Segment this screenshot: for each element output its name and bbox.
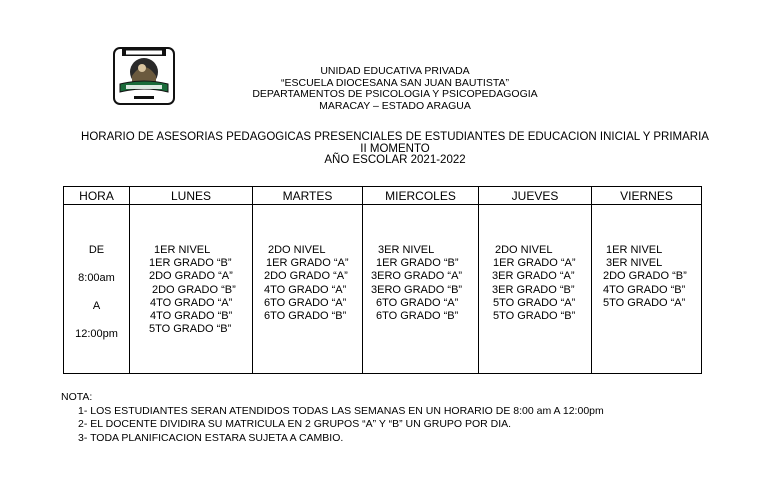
schedule-entry: 6TO GRADO “B”	[264, 310, 347, 323]
schedule-entry: 4TO GRADO “B”	[150, 310, 233, 323]
schedule-entry: 1ER GRADO “A”	[493, 257, 576, 270]
schedule-entry: 3ER NIVEL	[378, 244, 435, 256]
notes-heading: NOTA:	[61, 391, 93, 403]
schedule-entry: 2DO GRADO “B”	[603, 270, 687, 283]
hora-cell	[64, 205, 130, 374]
schedule-entry: 1ER GRADO “B”	[149, 257, 232, 270]
schedule-entry: 2DO NIVEL	[268, 244, 326, 256]
hora-start-time: 8:00am	[78, 272, 115, 284]
column-header-hora: HORA	[64, 187, 130, 205]
schedule-entry: 3ER GRADO “A”	[492, 270, 575, 283]
schedule-entry: 1ER NIVEL	[154, 244, 211, 256]
header-line-location: MARACAY – ESTADO ARAGUA	[319, 99, 471, 112]
school-header	[195, 66, 595, 112]
schedule-entry: 6TO GRADO “A”	[376, 296, 459, 309]
column-header-viernes: VIERNES	[592, 187, 702, 205]
schedule-entry: 5TO GRADO “B”	[149, 323, 232, 336]
title-line-year: AÑO ESCOLAR 2021-2022	[324, 154, 466, 166]
schedule-table	[63, 186, 702, 374]
day-cell-martes	[253, 205, 363, 374]
note-item: 2- EL DOCENTE DIVIDIRA SU MATRICULA EN 2 GRUPOS “A” Y “B” UN GRUPO POR DIA.	[78, 418, 512, 430]
schedule-entry: 4TO GRADO “A”	[150, 296, 233, 309]
column-header-lunes: LUNES	[130, 187, 253, 205]
schedule-entry: 2DO NIVEL	[495, 244, 553, 256]
hora-end-time: 12:00pm	[75, 328, 118, 340]
column-header-jueves: JUEVES	[479, 187, 592, 205]
title-line-main: HORARIO DE ASESORIAS PEDAGOGICAS PRESENCIALES DE ESTUDIANTES DE EDUCACION INICIAL Y PRIMARIA	[81, 131, 709, 143]
schedule-entry: 6TO GRADO “B”	[376, 310, 459, 323]
day-cell-lunes	[130, 205, 253, 374]
title-line-moment: II MOMENTO	[360, 142, 430, 155]
table-header-row	[64, 187, 702, 205]
schedule-entry: 3ERO GRADO “A”	[371, 270, 463, 283]
table-row	[64, 205, 702, 374]
schedule-entry: 6TO GRADO “A”	[264, 296, 347, 309]
schedule-entry: 4TO GRADO “A”	[264, 283, 347, 296]
schedule-entry: 5TO GRADO “A”	[493, 296, 576, 309]
hora-to-label: A	[92, 300, 101, 312]
note-item: 3- TODA PLANIFICACION ESTARA SUJETA A CAMBIO.	[78, 431, 344, 444]
schedule-entry: 3ERO GRADO “B”	[371, 283, 463, 296]
header-line-school-name: “ESCUELA DIOCESANA SAN JUAN BAUTISTA”	[281, 76, 509, 89]
schedule-entry: 2DO GRADO “A”	[264, 270, 348, 283]
column-header-miercoles: MIERCOLES	[363, 187, 479, 205]
document-title	[40, 132, 750, 167]
notes-section	[61, 391, 751, 445]
school-crest-icon	[112, 46, 176, 106]
schedule-entry: 1ER GRADO “B”	[376, 257, 459, 270]
schedule-entry: 3ER GRADO “B”	[492, 283, 575, 296]
schedule-entry: 2DO GRADO “B”	[152, 283, 236, 296]
note-item: 1- LOS ESTUDIANTES SERAN ATENDIDOS TODAS LAS SEMANAS EN UN HORARIO DE 8:00 am A 12:00pm	[78, 404, 604, 417]
day-cell-jueves	[479, 205, 592, 374]
schedule-entry: 4TO GRADO “B”	[603, 283, 686, 296]
schedule-entry: 2DO GRADO “A”	[149, 270, 233, 283]
day-cell-miercoles	[363, 205, 479, 374]
hora-from-label: DE	[88, 244, 105, 256]
schedule-entry: 5TO GRADO “B”	[493, 310, 576, 323]
header-line-institution: UNIDAD EDUCATIVA PRIVADA	[320, 65, 470, 77]
column-header-martes: MARTES	[253, 187, 363, 205]
schedule-entry: 3ER NIVEL	[606, 257, 663, 270]
schedule-entry: 1ER GRADO “A”	[266, 257, 349, 270]
day-cell-viernes	[592, 205, 702, 374]
schedule-entry: 5TO GRADO “A”	[603, 296, 686, 309]
schedule-entry: 1ER NIVEL	[606, 244, 663, 256]
header-line-department: DEPARTAMENTOS DE PSICOLOGIA Y PSICOPEDAGOGIA	[252, 88, 538, 100]
